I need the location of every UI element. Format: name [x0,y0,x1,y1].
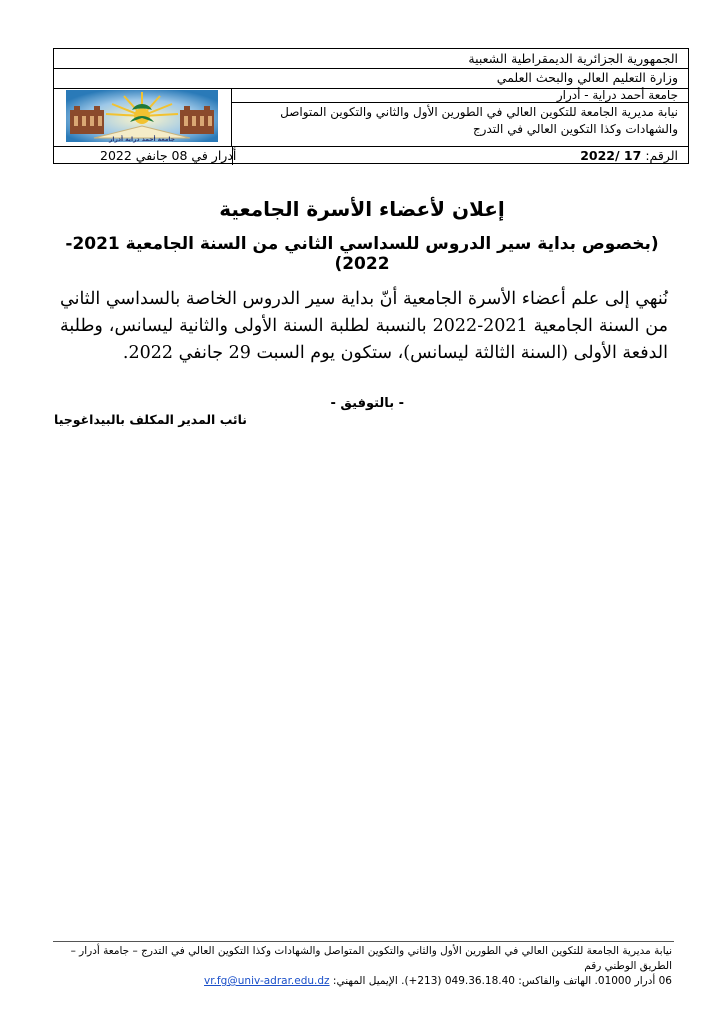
footer-contact: 06 أدرار 01000. الهاتف والفاكس: 049.36.18.40 (213+). الإيميل المهني: [332,975,672,987]
letterhead-row-reference [54,146,688,165]
page-footer [50,944,672,989]
closing-phrase: - بالتوفيق - [330,396,404,411]
footer-divider [53,941,674,942]
ministry-name: وزارة التعليم العالي والبحث العلمي [496,70,678,85]
letterhead-table [53,48,689,164]
announcement-title: إعلان لأعضاء الأسرة الجامعية [219,197,505,221]
footer-email-link[interactable]: vr.fg@univ-adrar.edu.dz [204,975,330,987]
letterhead-row-ministry [54,68,688,89]
announcement-subtitle: (بخصوص بداية سير الدروس للسداسي الثاني من السنة الجامعية 2021-2022) [65,234,659,274]
footer-address-line-1: نيابة مديرية الجامعة للتكوين العالي في الطورين الأول والثاني والتكوين المتواصل والشهادات وكذا التكوين العالي في التدرج – جامعة أدرار – الطريق الوطني رقم [70,945,672,972]
reference-value: 17 /2022 [580,148,642,163]
reference-number [580,148,678,163]
signer-title: نائب المدير المكلف بالبيداغوجيا [54,412,248,427]
footer-address-line-2 [50,974,672,989]
issue-date: أدرار في 08 جانفي 2022 [100,148,237,163]
university-logo-cell [54,88,232,146]
republic-name: الجمهورية الجزائرية الديمقراطية الشعبية [468,51,678,66]
letterhead-row-vice-rectorate [232,102,688,146]
announcement-body: نُنهي إلى علم أعضاء الأسرة الجامعية أنّ بداية سير الدروس الخاصة بالسداسي الثاني من السنة الجامعية 2021-2022 بالنسبة لطلبة السنة الأولى والثانية ليسانس، وطلبة الدفعة الأولى (السنة الثالثة ليسانس)، ستكون يوم السبت 29 جانفي 2022. [60,289,668,363]
letterhead-row-university [232,88,688,103]
vice-rectorate-name: نيابة مديرية الجامعة للتكوين العالي في الطورين الأول والثاني والتكوين المتواصل والشهادات وكذا التكوين العالي في التدرج [280,105,678,136]
university-logo [54,88,230,144]
letterhead-row-republic [54,49,688,69]
logo-caption: جامعة أحمد دراية أدرار [108,136,176,143]
reference-label: الرقم: [645,148,678,163]
university-name: جامعة أحمد دراية - أدرار [556,88,678,102]
